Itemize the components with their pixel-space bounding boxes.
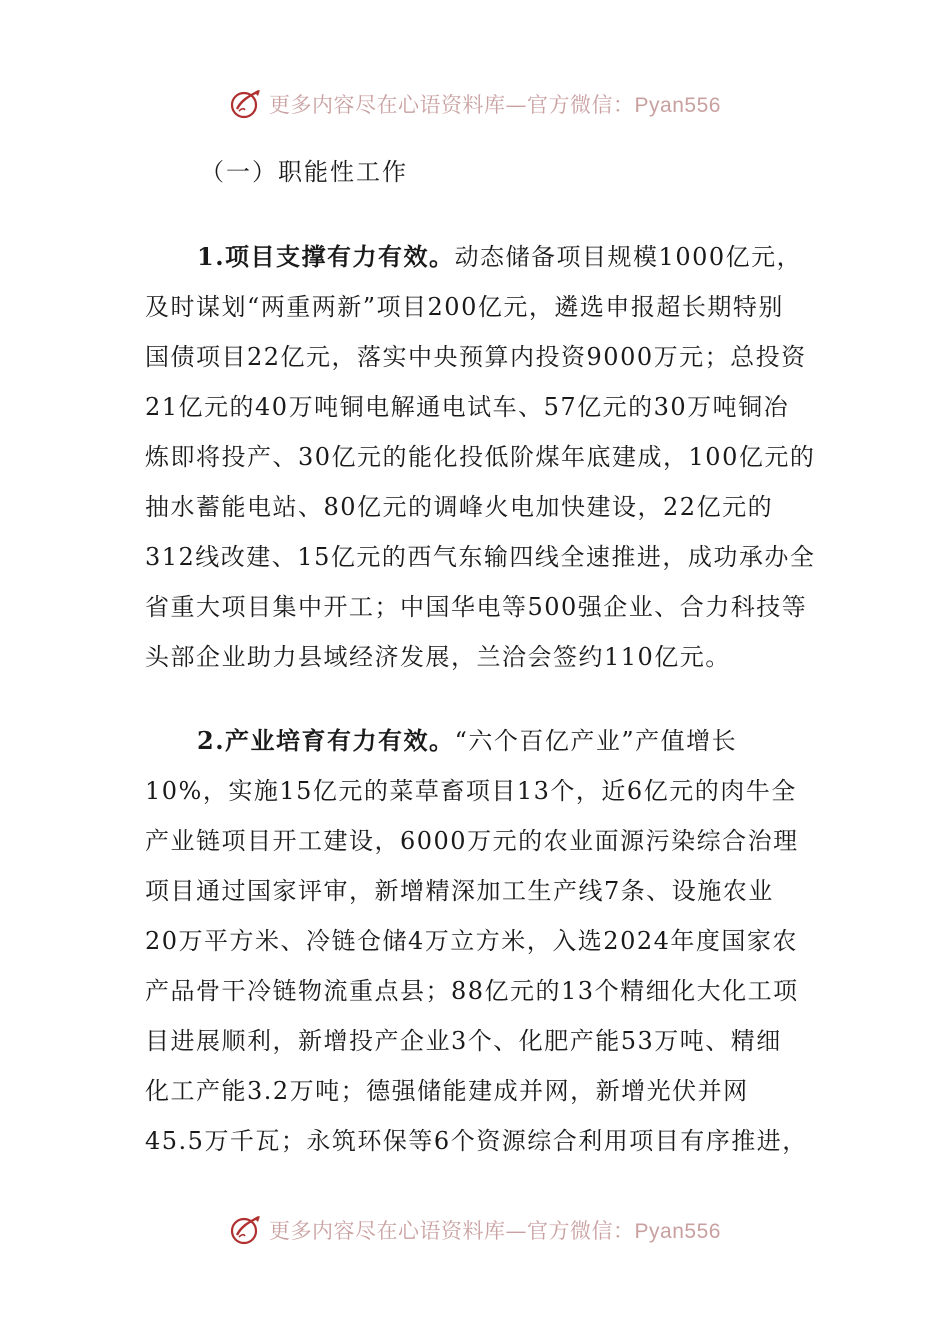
paragraph-line: 产品骨干冷链物流重点县；88亿元的13个精细化大化工项 — [145, 977, 799, 1005]
paragraph-line: 项目通过国家评审，新增精深加工生产线7条、设施农业 — [145, 877, 774, 905]
watermark-text: 更多内容尽在心语资料库—官方微信：Pyan556 — [269, 1219, 721, 1243]
paragraph-line: 省重大项目集中开工；中国华电等500强企业、合力科技等 — [145, 593, 808, 621]
paragraph-line: 312线改建、15亿元的西气东输四线全速推进，成功承办全 — [145, 543, 816, 571]
paragraph-line: 2.产业培育有力有效。“六个百亿产业”产值增长 — [197, 726, 738, 755]
paragraph-line: 45.5万千瓦；永筑环保等6个资源综合利用项目有序推进， — [145, 1127, 808, 1155]
paragraph-lead: 2.产业培育有力有效。 — [197, 726, 455, 755]
watermark-wechat-id: Pyan556 — [634, 1220, 721, 1243]
paragraph-line: 化工产能3.2万吨；德强储能建成并网，新增光伏并网 — [145, 1077, 749, 1105]
paragraph-line: 1.项目支撑有力有效。动态储备项目规模1000亿元， — [197, 242, 803, 271]
paragraph-lead: 1.项目支撑有力有效。 — [197, 242, 455, 271]
paragraph-line: 目进展顺利，新增投产企业3个、化肥产能53万吨、精细 — [145, 1027, 782, 1055]
footer-watermark — [0, 1210, 950, 1250]
paragraph-line: 产业链项目开工建设，6000万元的农业面源污染综合治理 — [145, 827, 799, 855]
paragraph-line: 及时谋划“两重两新”项目200亿元，遴选申报超长期特别 — [145, 293, 784, 321]
paragraph-line: 抽水蓄能电站、80亿元的调峰火电加快建设，22亿元的 — [145, 493, 774, 521]
watermark-wechat-id: Pyan556 — [634, 94, 721, 117]
paragraph-line: 20万平方米、冷链仓储4万立方米，入选2024年度国家农 — [145, 927, 798, 955]
paragraph-line: 21亿元的40万吨铜电解通电试车、57亿元的30万吨铜冶 — [145, 393, 790, 421]
pen-circle-logo-icon — [229, 1213, 263, 1247]
section-heading: （一）职能性工作 — [200, 158, 408, 186]
paragraph-line: 炼即将投产、30亿元的能化投低阶煤年底建成，100亿元的 — [145, 443, 816, 471]
paragraph-project-support — [145, 232, 825, 682]
header-watermark — [0, 84, 950, 124]
watermark-text: 更多内容尽在心语资料库—官方微信：Pyan556 — [269, 93, 721, 117]
pen-circle-logo-icon — [229, 87, 263, 121]
paragraph-line: 国债项目22亿元，落实中央预算内投资9000万元；总投资 — [145, 343, 807, 371]
paragraph-line: 10%，实施15亿元的菜草畜项目13个，近6亿元的肉牛全 — [145, 777, 797, 805]
paragraph-line: 头部企业助力县域经济发展，兰洽会签约110亿元。 — [145, 643, 731, 671]
paragraph-industry-cultivation — [145, 716, 825, 1166]
